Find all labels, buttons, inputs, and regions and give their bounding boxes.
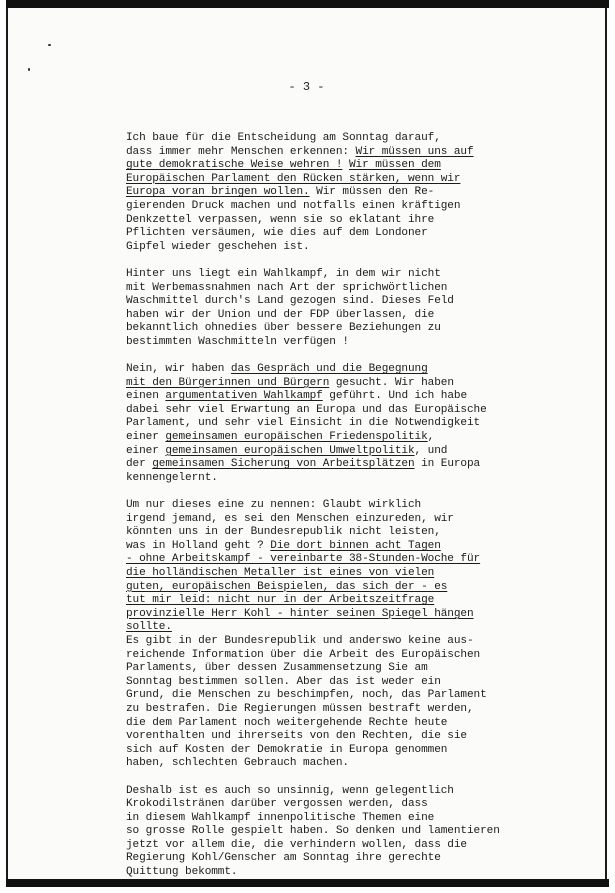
text-line [126, 785, 596, 799]
text-segment: Hinter uns liegt ein Wahlkampf, in dem wir nicht [126, 267, 441, 280]
document-page [6, 8, 607, 879]
text-line [126, 567, 596, 581]
scan-speck [48, 44, 51, 46]
underlined-text: provinzielle Herr Kohl - hinter seinen Spiegel hängen [126, 607, 474, 620]
text-segment: Gipfel wieder geschehen ist. [126, 240, 310, 253]
text-segment: Nein, wir haben [126, 363, 231, 376]
text-line [126, 173, 596, 187]
text-segment: jetzt vor allem die, die verhindern wollen, dass die [126, 838, 467, 851]
text-line [126, 676, 596, 690]
text-line [126, 553, 596, 567]
text-segment: bekanntlich ohnedies über bessere Beziehungen zu [126, 322, 441, 335]
underlined-text: Die dort binnen acht Tagen [270, 539, 441, 552]
text-line [126, 662, 596, 676]
underlined-text: gemeinsamen europäischen Umweltpolitik [165, 444, 415, 457]
text-line [126, 757, 596, 771]
paragraph [126, 268, 596, 350]
text-segment: reichende Information über die Arbeit des Europäischen [126, 648, 481, 661]
text-segment: haben wir der Union und der FDP überlassen, die [126, 308, 435, 321]
text-line [126, 703, 596, 717]
text-line [126, 363, 596, 377]
text-line [126, 526, 596, 540]
text-line [126, 866, 596, 880]
text-segment: Um nur dieses eine zu nennen: Glaubt wirklich [126, 499, 422, 512]
underlined-text: argumentativen Wahlkampf [165, 390, 323, 403]
text-segment: Parlament, und sehr viel Einsicht in die Notwendigkeit [126, 417, 481, 430]
text-line [126, 241, 596, 255]
text-line [126, 431, 596, 445]
text-line [126, 689, 596, 703]
text-line [126, 377, 596, 391]
text-line [126, 621, 596, 635]
text-line [126, 186, 596, 200]
text-segment: dass immer mehr Menschen erkennen: [126, 145, 356, 158]
underlined-text: Europa voran bringen wollen. [126, 186, 310, 199]
text-segment: Wir müssen den Re- [309, 186, 435, 199]
text-segment: Es gibt in der Bundesrepublik und anderswo keine aus- [126, 634, 474, 647]
text-segment: Ich baue für die Entscheidung am Sonntag darauf, [126, 132, 441, 144]
text-segment: gesucht. Wir haben [329, 376, 454, 389]
text-line [126, 635, 596, 649]
underlined-text: sollte. [126, 621, 172, 634]
underlined-text: das Gespräch und die Begegnung [230, 363, 428, 376]
text-segment: einer [126, 431, 166, 444]
text-segment: Waschmittel durch's Land gezogen sind. Dieses Feld [126, 295, 454, 308]
text-line [126, 730, 596, 744]
underlined-text: - ohne Arbeitskampf - vereinbarte 38-Stunden-Woche für [126, 553, 481, 566]
text-line [126, 839, 596, 853]
text-line [126, 200, 596, 214]
text-segment: Deshalb ist es auch so unsinnig, wenn gelegentlich [126, 784, 454, 797]
text-line [126, 132, 596, 146]
text-line [126, 282, 596, 296]
underlined-text: die holländischen Metaller ist eines von vielen [126, 567, 435, 579]
underlined-text: tut mir leid: nicht nur in der Arbeitszeitfrage [126, 594, 435, 607]
text-line [126, 798, 596, 812]
text-line [126, 336, 596, 350]
text-line [126, 812, 596, 826]
text-segment: in Europa [414, 458, 481, 471]
text-line [126, 309, 596, 323]
text-segment: Regierung Kohl/Genscher am Sonntag ihre gerechte [126, 852, 441, 865]
paragraph [126, 785, 596, 880]
text-line [126, 513, 596, 527]
underlined-text: guten, europäischen Beispielen, das sich der - es [126, 580, 448, 593]
text-line [126, 825, 596, 839]
text-segment: irgend jemand, es sei den Menschen einzureden, wir [126, 512, 454, 525]
text-line [126, 322, 596, 336]
text-line [126, 404, 596, 418]
text-segment: in diesem Wahlkampf innenpolitische Themen eine [126, 811, 435, 824]
text-segment: bestimmten Waschmitteln verfügen ! [126, 335, 349, 348]
text-line [126, 852, 596, 866]
page-number: - 3 - [288, 80, 325, 94]
underlined-text: gemeinsamen Sicherung von Arbeitsplätzen [152, 458, 415, 471]
text-line [126, 594, 596, 608]
text-segment: die dem Parlament noch weitergehende Rechte heute [126, 716, 448, 729]
text-segment: Sonntag bestimmen sollen. Aber das ist weder ein [126, 675, 441, 688]
text-segment: sich auf Kosten der Demokratie in Europa genommen [126, 743, 448, 756]
text-line [126, 499, 596, 513]
text-segment: kennengelernt. [126, 471, 218, 484]
text-line [126, 649, 596, 663]
letter-body [126, 132, 596, 893]
text-segment: einer [126, 444, 166, 457]
text-segment: Grund, die Menschen zu beschimpfen, noch, das Parlament [126, 689, 487, 702]
scan-speck [28, 68, 30, 71]
text-segment: vorenthalten und ihrerseits von den Rechten, die sie [126, 730, 467, 743]
underlined-text: Wir müssen dem [348, 159, 441, 172]
text-segment: könnten uns in der Bundesrepublik nicht leisten, [126, 526, 441, 539]
underlined-text: gute demokratische Weise wehren ! [126, 159, 343, 172]
text-segment: einen [126, 390, 166, 403]
text-line [126, 227, 596, 241]
text-segment: was in Holland geht ? [126, 539, 271, 552]
text-line [126, 458, 596, 472]
paragraph [126, 132, 596, 254]
text-line [126, 390, 596, 404]
text-line [126, 214, 596, 228]
text-segment: mit Werbemassnahmen nach Art der sprichwörtlichen [126, 281, 448, 294]
text-segment: Parlaments, über dessen Zusammensetzung Sie am [126, 662, 428, 675]
text-segment: dabei sehr viel Erwartung an Europa und das Europäische [126, 403, 487, 416]
text-line [126, 159, 596, 173]
underlined-text: Wir müssen uns auf [355, 145, 474, 158]
text-segment: geführt. Und ich habe [322, 390, 468, 403]
text-line [126, 472, 596, 486]
text-segment: gierenden Druck machen und notfalls einen kräftigen [126, 199, 461, 212]
text-segment: Denkzettel verpassen, wenn sie so eklatant ihre [126, 213, 435, 226]
text-line [126, 717, 596, 731]
text-line [126, 146, 596, 160]
text-line [126, 417, 596, 431]
text-line [126, 540, 596, 554]
paragraph [126, 363, 596, 485]
text-segment: , [427, 431, 435, 444]
text-segment: zu bestrafen. Die Regierungen müssen bestraft werden, [126, 702, 474, 715]
text-line [126, 744, 596, 758]
text-segment: der [126, 458, 153, 471]
underlined-text: mit den Bürgerinnen und Bürgern [126, 376, 330, 389]
text-line [126, 581, 596, 595]
text-line [126, 445, 596, 459]
text-line [126, 268, 596, 282]
text-segment: Quittung bekommt. [126, 866, 238, 879]
text-segment: haben, schlechten Gebrauch machen. [126, 757, 349, 770]
text-segment: Pflichten versäumen, wie dies auf dem Londoner [126, 227, 428, 240]
underlined-text: gemeinsamen europäischen Friedenspolitik [165, 431, 428, 444]
paragraph [126, 499, 596, 771]
text-segment: , und [414, 444, 448, 457]
underlined-text: Europäischen Parlament den Rücken stärken, wenn wir [126, 172, 461, 185]
text-segment: Krokodilstränen darüber vergossen werden, dass [126, 798, 428, 811]
text-segment: so grosse Rolle gespielt haben. So denken und lamentieren [126, 825, 500, 838]
text-line [126, 608, 596, 622]
text-line [126, 295, 596, 309]
